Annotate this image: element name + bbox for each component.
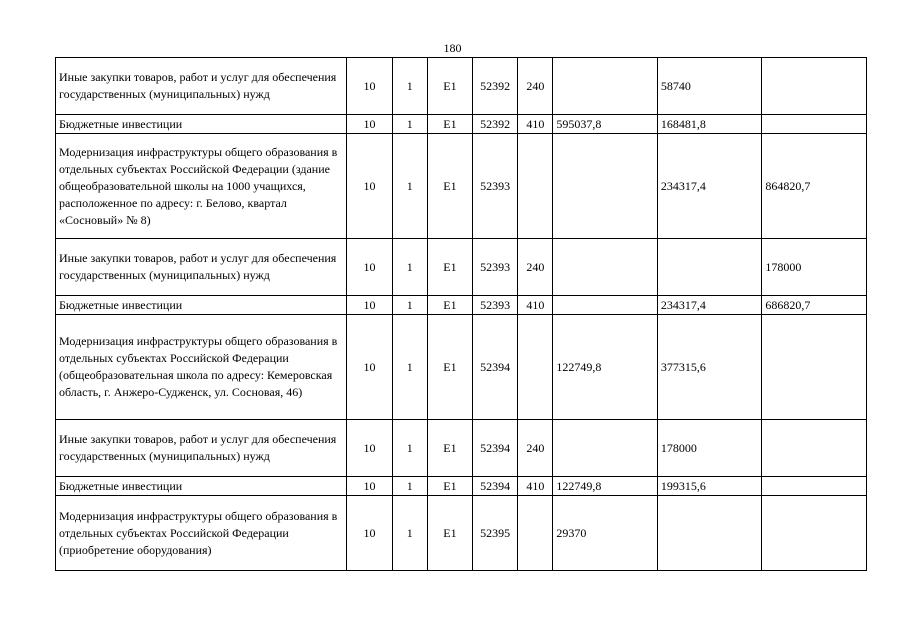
amount-2: 377315,6 [657, 315, 762, 420]
subsection-code: 1 [392, 420, 427, 477]
expense-type-code [518, 496, 553, 571]
expense-type-code: 240 [518, 239, 553, 296]
amount-1 [553, 296, 658, 315]
section-code: 10 [347, 58, 392, 115]
table-row [56, 239, 867, 296]
expense-type-code: 410 [518, 115, 553, 134]
page-number: 180 [443, 41, 462, 55]
amount-3 [762, 115, 867, 134]
amount-2 [657, 239, 762, 296]
program-code: E1 [427, 239, 472, 296]
program-code: E1 [427, 134, 472, 239]
expense-type-code [518, 315, 553, 420]
section-code: 10 [347, 477, 392, 496]
program-code: E1 [427, 477, 472, 496]
amount-2: 58740 [657, 58, 762, 115]
expense-type-code: 240 [518, 58, 553, 115]
direction-code: 52392 [473, 58, 518, 115]
program-code: E1 [427, 115, 472, 134]
amount-3: 686820,7 [762, 296, 867, 315]
amount-2: 234317,4 [657, 296, 762, 315]
row-name: Иные закупки товаров, работ и услуг для обеспечения государственных (муниципальных) нужд [56, 58, 347, 115]
subsection-code: 1 [392, 239, 427, 296]
program-code: E1 [427, 315, 472, 420]
table-row [56, 496, 867, 571]
expense-type-code [518, 134, 553, 239]
amount-3 [762, 58, 867, 115]
expense-type-code: 240 [518, 420, 553, 477]
direction-code: 52394 [473, 315, 518, 420]
program-code: E1 [427, 58, 472, 115]
table-row [56, 296, 867, 315]
subsection-code: 1 [392, 496, 427, 571]
section-code: 10 [347, 239, 392, 296]
table-row [56, 115, 867, 134]
expense-type-code: 410 [518, 477, 553, 496]
section-code: 10 [347, 496, 392, 571]
amount-1: 595037,8 [553, 115, 658, 134]
amount-1 [553, 134, 658, 239]
amount-3: 864820,7 [762, 134, 867, 239]
program-code: E1 [427, 496, 472, 571]
row-name: Бюджетные инвестиции [56, 115, 347, 134]
row-name: Модернизация инфраструктуры общего образования в отдельных субъектах Российской Федерации (здание общеобразовательной школы на 1000 учащихся, расположенное по адресу: г. Белово, квартал «Сосновый» № 8) [56, 134, 347, 239]
direction-code: 52393 [473, 134, 518, 239]
section-code: 10 [347, 296, 392, 315]
amount-1 [553, 239, 658, 296]
amount-1: 29370 [553, 496, 658, 571]
row-name: Модернизация инфраструктуры общего образования в отдельных субъектах Российской Федерации (приобретение оборудования) [56, 496, 347, 571]
direction-code: 52393 [473, 239, 518, 296]
table-row [56, 134, 867, 239]
section-code: 10 [347, 420, 392, 477]
subsection-code: 1 [392, 477, 427, 496]
amount-1: 122749,8 [553, 477, 658, 496]
direction-code: 52394 [473, 420, 518, 477]
table-row [56, 420, 867, 477]
row-name: Бюджетные инвестиции [56, 296, 347, 315]
amount-3 [762, 315, 867, 420]
direction-code: 52394 [473, 477, 518, 496]
amount-3 [762, 477, 867, 496]
amount-1 [553, 420, 658, 477]
section-code: 10 [347, 134, 392, 239]
amount-2: 178000 [657, 420, 762, 477]
subsection-code: 1 [392, 115, 427, 134]
table-row [56, 477, 867, 496]
expense-type-code: 410 [518, 296, 553, 315]
section-code: 10 [347, 315, 392, 420]
program-code: E1 [427, 420, 472, 477]
direction-code: 52395 [473, 496, 518, 571]
program-code: E1 [427, 296, 472, 315]
row-name: Иные закупки товаров, работ и услуг для обеспечения государственных (муниципальных) нужд [56, 239, 347, 296]
amount-2: 234317,4 [657, 134, 762, 239]
table-row [56, 315, 867, 420]
amount-3 [762, 420, 867, 477]
amount-1: 122749,8 [553, 315, 658, 420]
amount-2: 168481,8 [657, 115, 762, 134]
subsection-code: 1 [392, 58, 427, 115]
row-name: Бюджетные инвестиции [56, 477, 347, 496]
budget-table [55, 57, 867, 571]
row-name: Модернизация инфраструктуры общего образования в отдельных субъектах Российской Федерации (общеобразовательная школа по адресу: Кемеровская область, г. Анжеро-Судженск, ул. Сосновая, 46) [56, 315, 347, 420]
subsection-code: 1 [392, 134, 427, 239]
row-name: Иные закупки товаров, работ и услуг для обеспечения государственных (муниципальных) нужд [56, 420, 347, 477]
direction-code: 52393 [473, 296, 518, 315]
amount-3 [762, 496, 867, 571]
table-row [56, 58, 867, 115]
amount-2: 199315,6 [657, 477, 762, 496]
subsection-code: 1 [392, 315, 427, 420]
amount-2 [657, 496, 762, 571]
direction-code: 52392 [473, 115, 518, 134]
amount-1 [553, 58, 658, 115]
subsection-code: 1 [392, 296, 427, 315]
section-code: 10 [347, 115, 392, 134]
amount-3: 178000 [762, 239, 867, 296]
